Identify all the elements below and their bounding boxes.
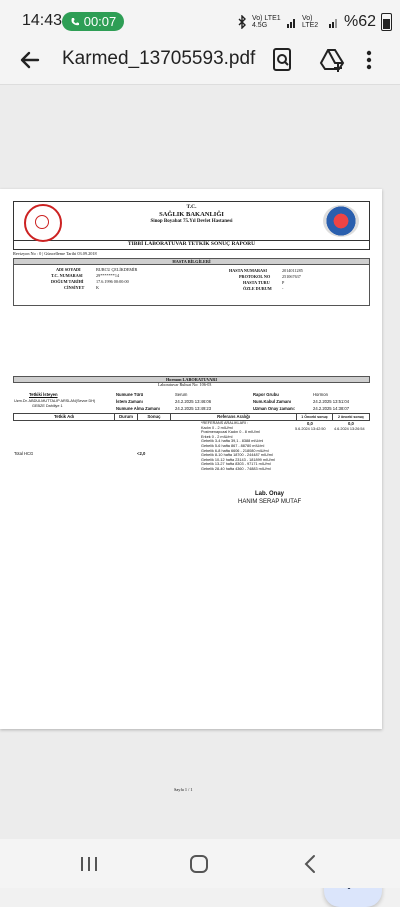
phone-icon: [70, 17, 80, 27]
sex-label: CİNSİYET: [64, 285, 85, 290]
add-to-drive-icon[interactable]: [318, 46, 346, 74]
col-result: Sonuç: [137, 413, 171, 421]
patient-tc: 29*******14: [96, 273, 120, 278]
dob-label: DOĞUM TARİHİ: [51, 279, 84, 284]
col-prev2: 2 önceki sonuç: [332, 413, 370, 421]
ref-line: Gebelik 10-12 hafta 23143 - 181899 mIU/ml: [201, 457, 275, 462]
ref-line: Gebelik 5-6 hafta 867 - 88780 mIU/ml: [201, 443, 265, 448]
approve-time: 24.2.2025 14:38:07: [313, 406, 350, 411]
lab-approval-label: Lab. Onay: [255, 491, 285, 497]
patient-type: P: [282, 280, 285, 285]
search-document-icon[interactable]: [268, 46, 296, 74]
type-label: HASTA TURU: [243, 280, 270, 285]
page-number: Sayfa 1 / 1: [174, 787, 193, 792]
ministry-text: SAĞLIK BAKANLIĞI: [159, 211, 224, 218]
approve-label: Uzman Onay zamanı:: [253, 406, 296, 411]
ref-line: Gebelik 6-8 hafta 6606 - 218080 mIU/ml: [201, 448, 269, 453]
special-label: ÖZLE DURUM: [243, 286, 272, 291]
patient-name: BURCU ÇELİKDEMİR: [96, 267, 138, 272]
patient-number: 2014011285: [282, 268, 303, 273]
pdf-viewer[interactable]: [0, 84, 400, 840]
hospital-text: Sinop Boyabat 75.Yıl Devlet Hastanesi: [150, 219, 233, 224]
prev2-date: 4.6.2024 13:26:54: [334, 427, 365, 431]
ref-line: Gebelik 13-27 hafta 8303 - 97171 mIU/ml: [201, 462, 271, 467]
lab-license: Laboratuvar Ruhsat No: 106-03: [158, 382, 212, 387]
ref-line: *REFERANS ARALIKLARI :: [201, 421, 249, 425]
accept-label: Num.Kabul Zamanı: [253, 399, 291, 404]
group-label: Rapor Grubu: [253, 392, 279, 397]
test-name: Total HCG: [14, 451, 34, 456]
sample-type: Serum: [175, 392, 188, 397]
special-status: -: [282, 286, 284, 291]
patient-info-box: [13, 264, 370, 306]
ref-line: Gebelik 3-4 hafta 39,1 - 8388 mIU/ml: [201, 439, 264, 444]
status-time: 14:43: [22, 12, 63, 29]
back-nav-icon[interactable]: [298, 851, 324, 877]
patno-label: HASTA NUMARASI: [229, 268, 267, 273]
app-toolbar: [0, 36, 400, 84]
report-header: [13, 201, 370, 241]
more-options-icon[interactable]: [364, 46, 374, 74]
recent-apps-icon[interactable]: [76, 851, 102, 877]
document-title: Karmed_13705593.pdf: [62, 48, 256, 69]
ongoing-call-chip[interactable]: [62, 12, 124, 31]
col-reference: Referans Aralığı: [170, 413, 297, 421]
hospital-logo-icon: [323, 205, 359, 237]
signal-icon-2: [329, 16, 339, 28]
prev1-value: 0,0: [307, 421, 313, 426]
requester: Uzm.Dr. ABDULMUTTALİP ARSLAN(Sevce DH): [14, 399, 96, 403]
name-label: ADI SOYADI: [56, 267, 81, 272]
ref-line: Gebelik 28-40 hafta 4360 - 74883 mIU/ml: [201, 466, 271, 471]
prev1-date: 5.6.2024 13:42:50: [295, 427, 326, 431]
revision-text: Revizyon No : 0 | Güncelleme Tarihi 03.09.2018: [13, 251, 97, 256]
call-timer: 00:07: [83, 14, 117, 29]
pdf-page: [0, 189, 382, 792]
accept-time: 24.2.2025 13:51:04: [313, 399, 350, 404]
report-title: TIBBİ LABORATUVAR TETKİK SONUÇ RAPORU: [13, 239, 370, 250]
col-test-name: Tetkik Adı: [13, 413, 115, 421]
request-time-label: İstem Zamanı: [116, 399, 143, 404]
protocol-label: PROTOKOL NO: [239, 274, 271, 279]
battery-icon: [381, 13, 392, 31]
sample-time: 24.2.2025 13:49:23: [175, 406, 212, 411]
patient-sex: K: [96, 285, 100, 290]
status-indicators: [237, 13, 392, 31]
request-time: 24.2.2025 13:46:06: [175, 399, 212, 404]
prev2-value: 0,0: [348, 421, 354, 426]
network2-label: Vo) LTE2: [301, 15, 319, 29]
report-group: Hormon: [313, 392, 328, 397]
col-prev1: 1 Önceki sonuç: [296, 413, 333, 421]
signal-icon: [287, 16, 297, 28]
network1-label: Vo) LTE1 4.5G: [251, 15, 281, 29]
battery-percent: %62: [343, 13, 376, 30]
system-nav-bar: [0, 839, 400, 888]
sample-time-label: Numune Alma Zamanı: [116, 406, 160, 411]
requester-label: Tetkiki İsteyen: [29, 392, 58, 397]
ref-line: Kadın 0 - 2 mIU/ml: [201, 425, 233, 430]
ref-line: Erkek 0 - 2 mIU/ml: [201, 434, 233, 439]
ref-line: Gebelik 8-10 hafta 18700 - 244487 mIU/ml: [201, 453, 273, 458]
clinic: GEBZE Dahiliye 1: [32, 404, 63, 408]
back-arrow-icon[interactable]: [16, 46, 44, 74]
approver-name: HANIM SERAP MUTAF: [238, 499, 302, 505]
protocol-number: 251067637: [282, 274, 301, 279]
patient-info-band: HASTA BİLGİLERİ: [13, 258, 370, 265]
bluetooth-icon: [237, 15, 247, 29]
tc-text: T.C.: [186, 204, 197, 210]
home-icon[interactable]: [186, 851, 212, 877]
test-result: <2,0: [137, 451, 146, 456]
tc-label: T.C. NUMARASI: [51, 273, 83, 278]
lab-band: Hormon LABORATUVARI: [13, 376, 370, 383]
ref-line: Postmenapozal Kadın 0 - 8 mIU/ml: [201, 430, 260, 435]
reference-ranges: [201, 421, 275, 472]
sample-type-label: Numune Türü: [116, 392, 144, 397]
col-status: Durum: [114, 413, 138, 421]
patient-dob: 17.6.1996 00:00:00: [96, 279, 129, 284]
